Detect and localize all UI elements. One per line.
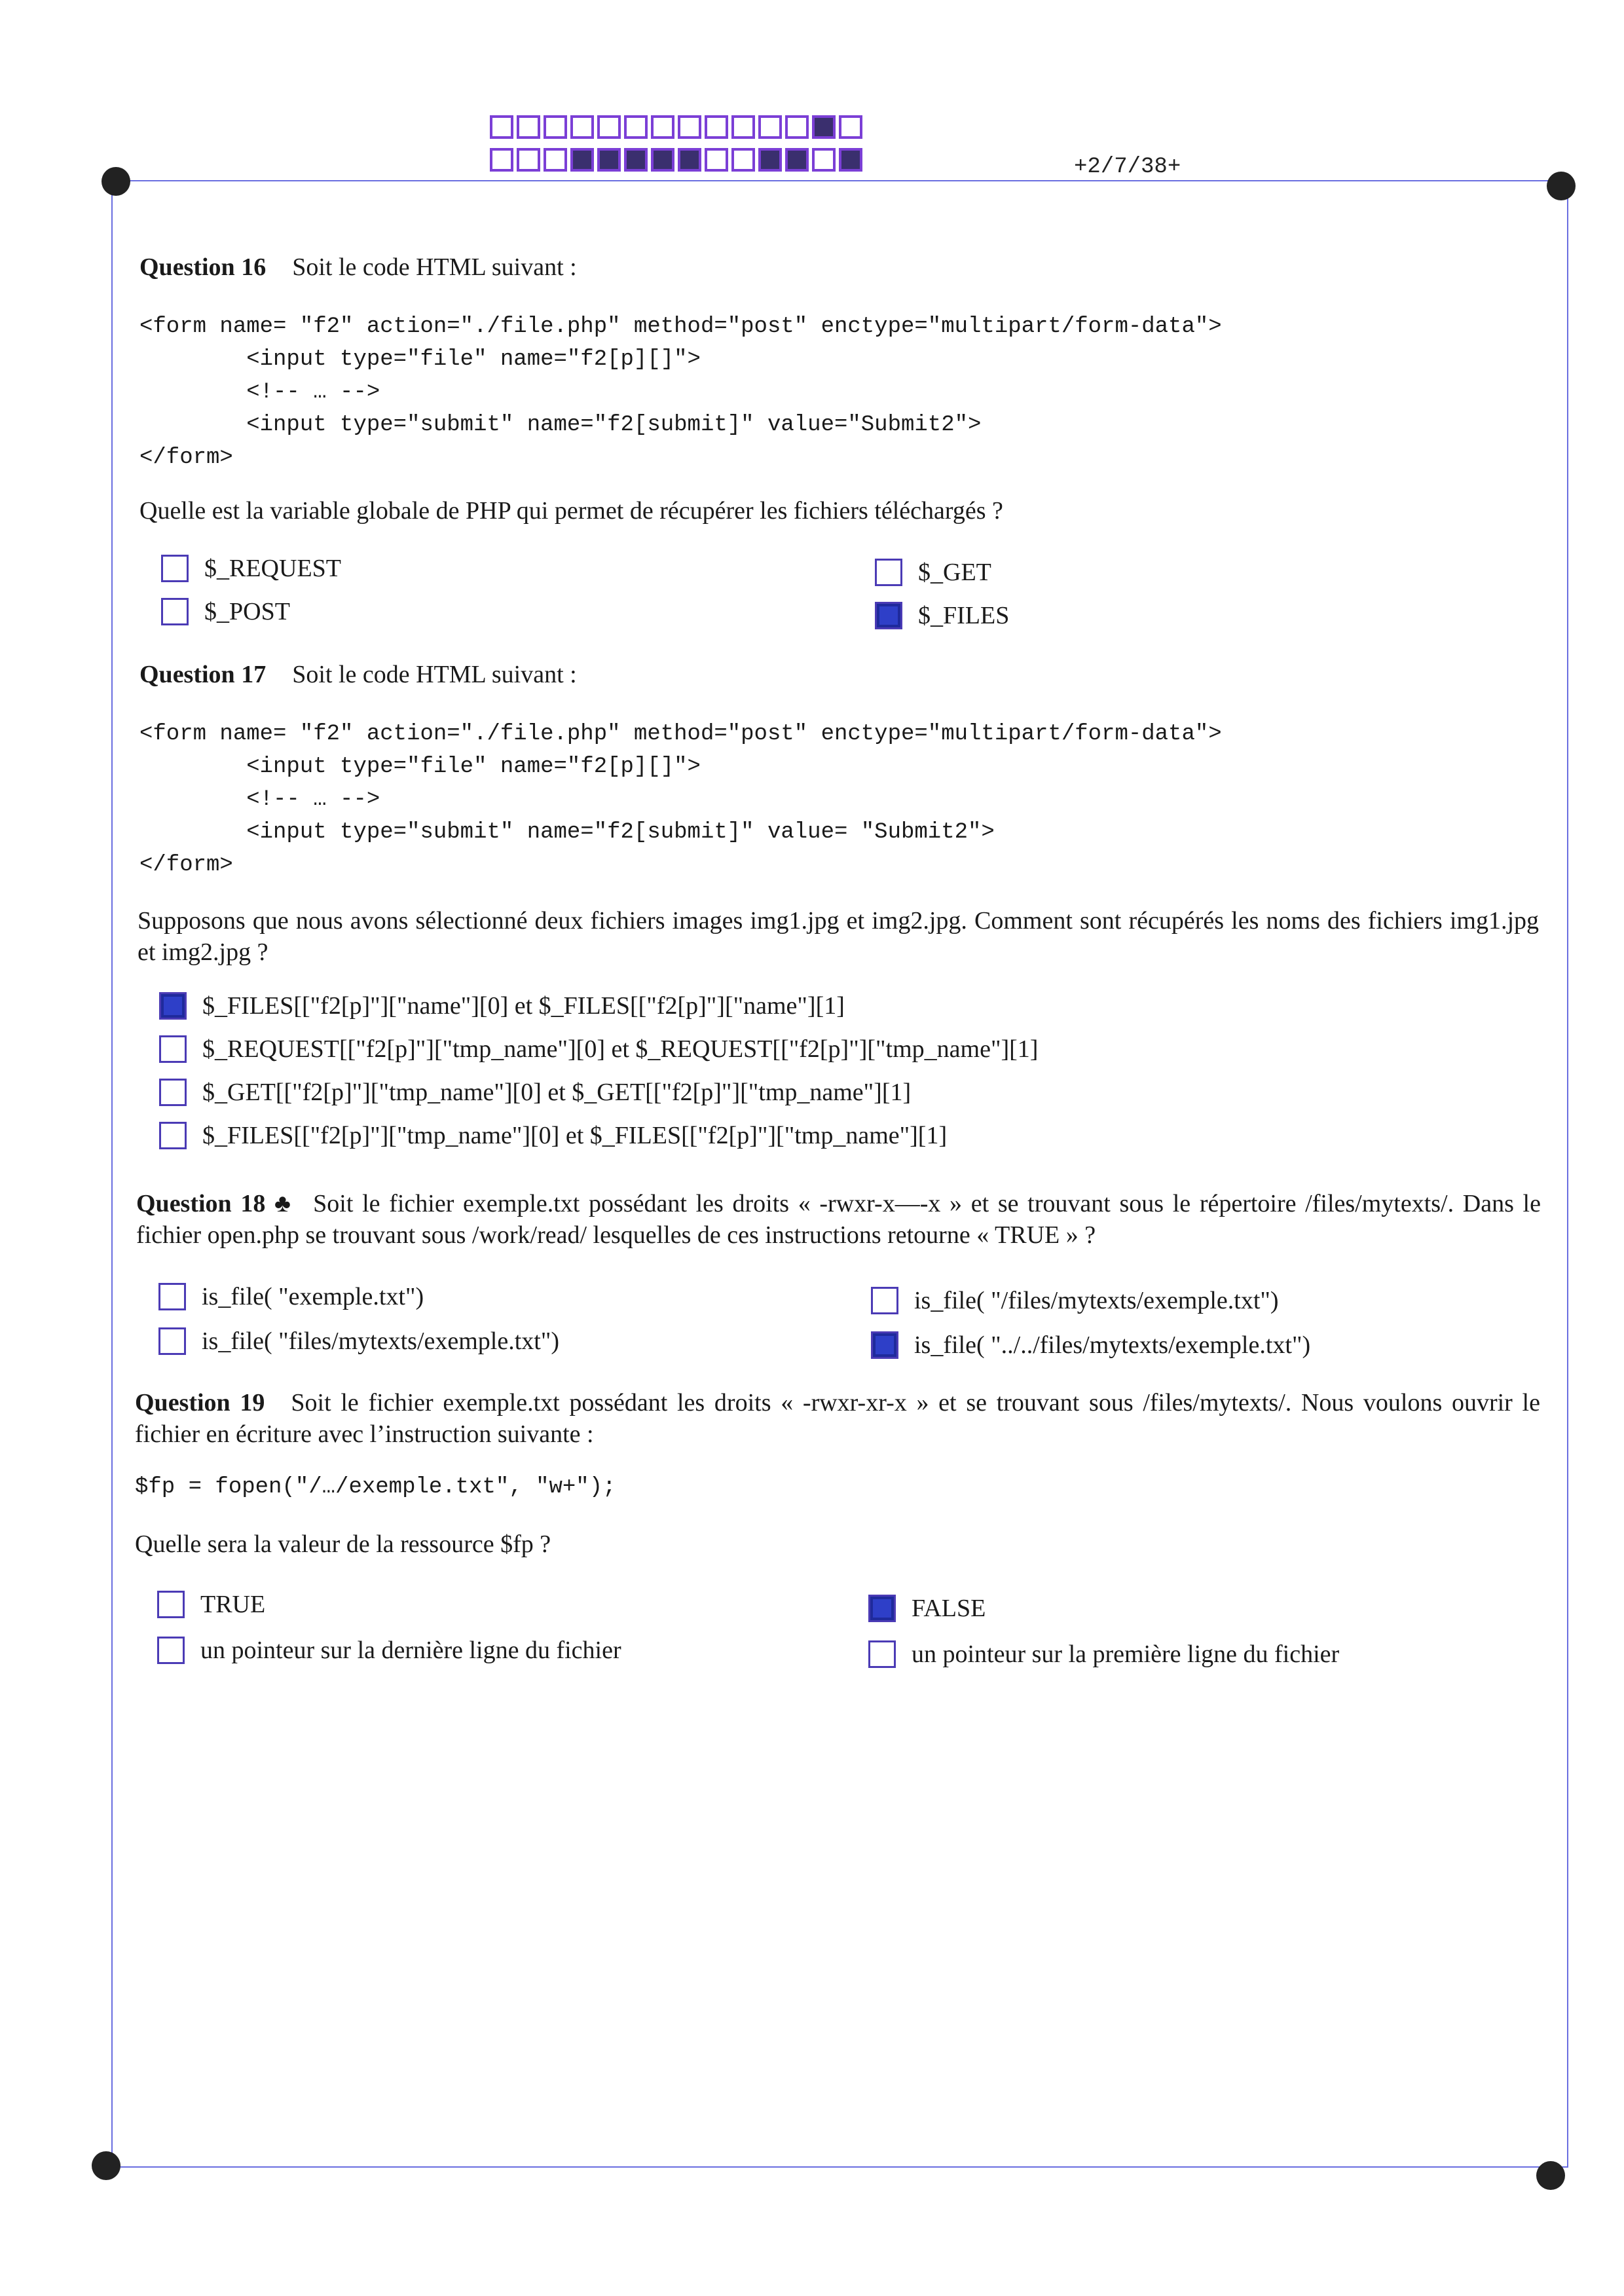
checkbox[interactable]: [159, 1122, 187, 1149]
checkbox[interactable]: [159, 1035, 187, 1063]
answer-option[interactable]: [159, 1078, 911, 1107]
id-cell: [624, 148, 648, 172]
answer-option[interactable]: [159, 1121, 947, 1150]
id-cell: [705, 148, 728, 172]
checkbox[interactable]: [871, 1287, 898, 1314]
checkbox[interactable]: [157, 1637, 185, 1664]
option-label: FALSE: [912, 1595, 986, 1622]
id-cell: [758, 115, 782, 139]
question-17-header: [139, 660, 577, 689]
id-row: [490, 115, 866, 144]
question-label: Question 17: [139, 661, 267, 688]
answer-option[interactable]: [868, 1640, 1339, 1669]
checkbox[interactable]: [158, 1327, 186, 1355]
checkbox[interactable]: [875, 559, 902, 586]
corner-mark-top-left: [101, 167, 130, 196]
page-id: +2/7/38+: [1074, 155, 1181, 179]
id-cell: [624, 115, 648, 139]
id-cell: [597, 148, 621, 172]
question-text: Quelle sera la valeur de la ressource $fp ?: [135, 1530, 551, 1558]
id-cell: [651, 115, 674, 139]
student-id-grid: [490, 115, 866, 181]
option-label: un pointeur sur la première ligne du fichier: [912, 1640, 1340, 1668]
id-cell: [517, 148, 540, 172]
answer-option[interactable]: [158, 1327, 559, 1356]
checkbox[interactable]: [161, 555, 189, 582]
answer-option[interactable]: [157, 1590, 265, 1619]
option-label: $_FILES: [918, 602, 1010, 629]
checkbox[interactable]: [157, 1591, 185, 1618]
option-label: $_FILES[["f2[p]"]["tmp_name"][0] et $_FILES[["f2[p]"]["tmp_name"][1]: [202, 1122, 948, 1149]
answer-option[interactable]: [158, 1282, 424, 1311]
checkbox[interactable]: [159, 992, 187, 1020]
code-block: <form name= "f2" action="./file.php" method="post" enctype="multipart/form-data"> <input type="file" name="f2[p][]"> <!-- … --> <input type="submit" name="f2[submit]" value="Submit2"> </form>: [139, 314, 1222, 470]
question-prompt: Soit le code HTML suivant :: [292, 661, 577, 688]
id-cell: [651, 148, 674, 172]
option-label: TRUE: [200, 1591, 266, 1618]
answer-option[interactable]: [157, 1636, 621, 1665]
id-cell: [490, 115, 513, 139]
answer-option[interactable]: [159, 1035, 1038, 1064]
id-cell: [597, 115, 621, 139]
option-label: $_FILES[["f2[p]"]["name"][0] et $_FILES[["f2[p]"]["name"][1]: [202, 992, 845, 1020]
question-prompt: Soit le fichier exemple.txt possédant les droits « -rwxr-xr-x » et se trouvant sous /files/mytexts/. Nous voulons ouvrir le fichier en écriture avec l’instruction suivante :: [135, 1389, 1540, 1448]
checkbox[interactable]: [868, 1595, 896, 1622]
checkbox[interactable]: [158, 1283, 186, 1310]
question-text: Supposons que nous avons sélectionné deux fichiers images img1.jpg et img2.jpg. Comment sont récupérés les noms des fichiers img1.jpg et img2.jpg ?: [138, 907, 1539, 966]
option-label: $_GET: [918, 559, 991, 586]
id-cell: [705, 115, 728, 139]
option-label: $_GET[["f2[p]"]["tmp_name"][0] et $_GET[["f2[p]"]["tmp_name"][1]: [202, 1079, 912, 1106]
question-label: Question 19: [135, 1389, 265, 1416]
answer-option[interactable]: [161, 554, 341, 583]
id-cell: [544, 148, 567, 172]
corner-mark-bottom-right: [1536, 2161, 1565, 2190]
answer-option[interactable]: [871, 1286, 1279, 1315]
id-cell: [785, 148, 809, 172]
id-cell: [544, 115, 567, 139]
id-cell: [678, 148, 701, 172]
checkbox[interactable]: [159, 1079, 187, 1106]
option-label: is_file( "../../files/mytexts/exemple.txt"): [914, 1331, 1311, 1359]
page-frame: [111, 180, 1568, 2168]
id-cell: [490, 148, 513, 172]
question-18-text: [136, 1188, 1541, 1251]
checkbox[interactable]: [871, 1331, 898, 1359]
checkbox[interactable]: [875, 602, 902, 629]
id-cell: [839, 115, 862, 139]
option-label: $_REQUEST: [204, 555, 341, 582]
id-cell: [812, 115, 836, 139]
checkbox[interactable]: [868, 1640, 896, 1668]
question-label: Question 18 ♣: [136, 1190, 294, 1217]
id-cell: [570, 148, 594, 172]
id-cell: [812, 148, 836, 172]
id-cell: [839, 148, 862, 172]
corner-mark-top-right: [1547, 172, 1576, 200]
id-cell: [758, 148, 782, 172]
question-label: Question 16: [139, 253, 267, 281]
answer-option[interactable]: [868, 1594, 986, 1623]
id-cell: [785, 115, 809, 139]
id-cell: [678, 115, 701, 139]
id-row: [490, 148, 866, 177]
option-label: un pointeur sur la dernière ligne du fichier: [200, 1637, 621, 1664]
option-label: is_file( "/files/mytexts/exemple.txt"): [914, 1287, 1279, 1314]
option-label: $_REQUEST[["f2[p]"]["tmp_name"][0] et $_REQUEST[["f2[p]"]["tmp_name"][1]: [202, 1035, 1039, 1063]
checkbox[interactable]: [161, 598, 189, 625]
corner-mark-bottom-left: [92, 2151, 120, 2180]
id-cell: [517, 115, 540, 139]
answer-option[interactable]: [875, 558, 991, 587]
question-prompt: Soit le fichier exemple.txt possédant les droits « -rwxr-x—-x » et se trouvant sous le répertoire /files/mytexts/. Dans le fichier open.php se trouvant sous /work/read/ lesquelles de ces instructions retourne « TRUE » ?: [136, 1190, 1541, 1249]
answer-option[interactable]: [875, 601, 1009, 630]
question-19-text: [135, 1387, 1540, 1450]
code-block: <form name= "f2" action="./file.php" method="post" enctype="multipart/form-data"> <input type="file" name="f2[p][]"> <!-- … --> <input type="submit" name="f2[submit]" value= "Submit2"> </form>: [139, 722, 1222, 878]
id-cell: [570, 115, 594, 139]
option-label: $_POST: [204, 598, 290, 625]
answer-option[interactable]: [161, 597, 290, 626]
question-prompt: Soit le code HTML suivant :: [292, 253, 577, 281]
question-text: Quelle est la variable globale de PHP qui permet de récupérer les fichiers téléchargés ?: [139, 497, 1003, 525]
code-block: $fp = fopen("/…/exemple.txt", "w+");: [135, 1475, 616, 1500]
id-cell: [731, 115, 755, 139]
answer-option[interactable]: [871, 1331, 1310, 1360]
answer-option[interactable]: [159, 991, 845, 1020]
question-16-header: [139, 253, 577, 282]
id-cell: [731, 148, 755, 172]
option-label: is_file( "exemple.txt"): [202, 1283, 424, 1310]
option-label: is_file( "files/mytexts/exemple.txt"): [202, 1327, 560, 1355]
